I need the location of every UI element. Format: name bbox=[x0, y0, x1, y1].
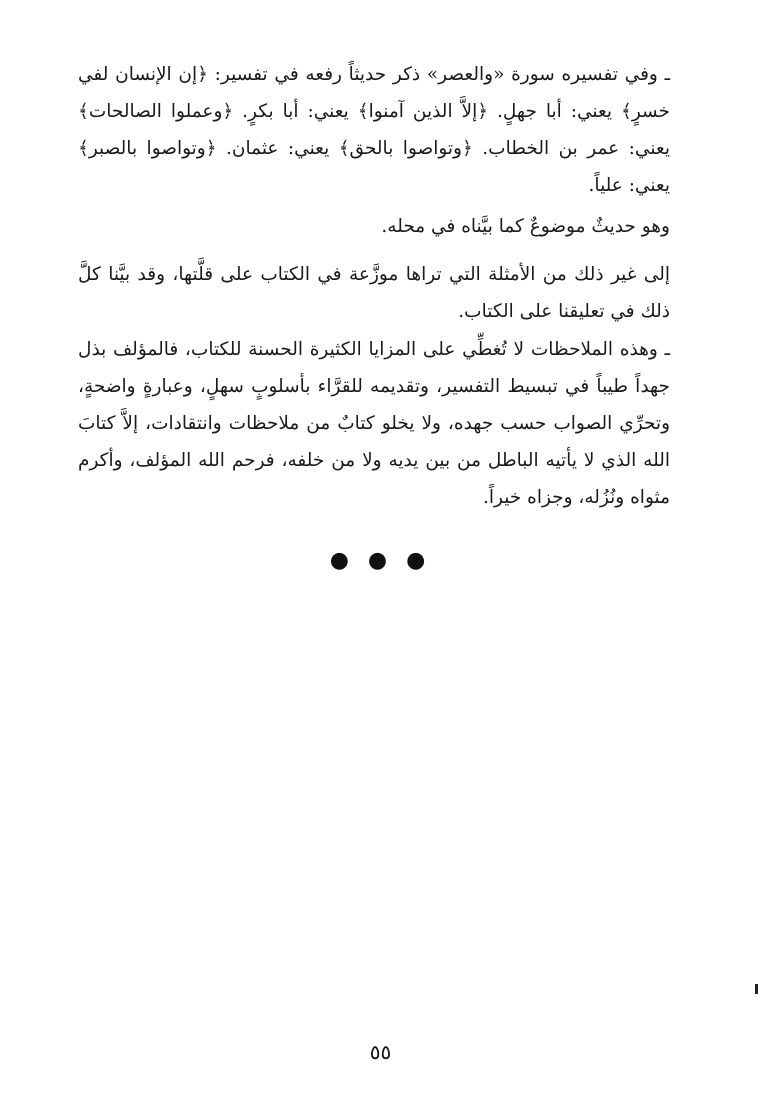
paragraph-other-examples: إلى غير ذلك من الأمثلة التي تراها موزَّعة في الكتاب على قلَّتها، وقد بيَّنا كلَّ ذلك في تعليقنا على الكتاب. bbox=[78, 264, 670, 322]
paragraph-fabricated-hadith-note: وهو حديثٌ موضوعٌ كما بيَّناه في محله. bbox=[381, 216, 670, 237]
section-separator-dots: ● ● ● bbox=[329, 548, 432, 573]
paragraph-book-merits: ـ وهذه الملاحظات لا تُغطِّي على المزايا الكثيرة الحسنة للكتاب، فالمؤلف بذل جهداً طيباً في تبسيط التفسير، وتقديمه للقرَّاء بأسلوبٍ سهلٍ، وعبارةٍ واضحةٍ، وتحرِّي الصواب حسب جهده، ولا يخلو كتابٌ من ملاحظات وانتقادات، إلاَّ كتابَ الله الذي لا يأتيه الباطل من بين يديه ولا من خلفه، فرحم الله المؤلف، وأكرم مثواه ونُزُله، وجزاه خيراً. bbox=[78, 339, 670, 508]
page-number: ٥٥ bbox=[369, 1040, 392, 1064]
scan-edge-mark bbox=[755, 984, 758, 994]
paragraph-surah-al-asr-note: ـ وفي تفسيره سورة «والعصر» ذكر حديثاً رفعه في تفسير: ﴿إن الإنسان لفي خسرٍ﴾ يعني: أبا جهلٍ. ﴿إلاَّ الذين آمنوا﴾ يعني: أبا بكرٍ. ﴿وعملوا الصالحات﴾ يعني: عمر بن الخطاب. ﴿وتواصوا بالحق﴾ يعني: عثمان. ﴿وتواصوا بالصبر﴾ يعني: علياً. bbox=[78, 64, 670, 196]
